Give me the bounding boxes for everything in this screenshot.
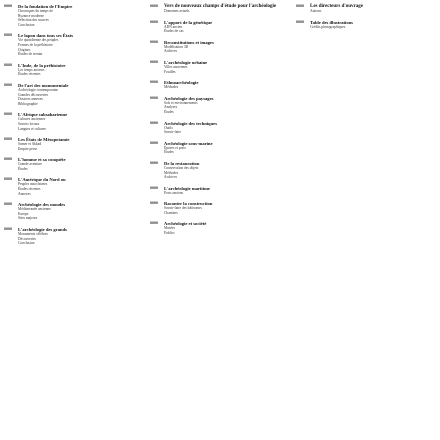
toc-entry-title: Archéologie des mondes	[18, 202, 66, 208]
toc-page-number: 0000	[4, 157, 12, 162]
toc-entry-title: De la restauration	[164, 160, 200, 166]
toc-subentry: Cultures anciennes	[18, 117, 46, 122]
toc-page-number: 0000	[4, 227, 12, 232]
toc-entry[interactable]	[4, 63, 150, 77]
toc-subentry: Méthodes	[164, 85, 179, 90]
toc-subentry: Savoir-faire des bâtisseurs	[164, 206, 202, 211]
toc-page-number: 0000	[150, 160, 158, 165]
toc-subentry: Villes anciennes	[164, 64, 188, 69]
toc-entry[interactable]	[296, 4, 436, 14]
toc-entry-body	[164, 60, 296, 74]
toc-entry-title: Table des illustrations	[310, 19, 353, 25]
toc-column-2	[150, 4, 296, 242]
toc-entry[interactable]	[4, 83, 150, 106]
toc-entry[interactable]	[296, 20, 436, 30]
toc-entry[interactable]	[150, 141, 296, 155]
toc-entry[interactable]	[150, 161, 296, 180]
toc-entry[interactable]	[150, 201, 296, 215]
toc-entry-body	[164, 121, 296, 135]
toc-page-number: 0000	[150, 221, 158, 226]
toc-entry-title: L'Afrique subsaharienne	[18, 112, 68, 118]
toc-entry-title: L'archéologie urbaine	[164, 59, 208, 65]
toc-column-3	[296, 4, 436, 35]
toc-page-number: 0000	[4, 62, 12, 67]
toc-entry[interactable]	[150, 80, 296, 90]
toc-entry[interactable]	[150, 4, 296, 14]
toc-entry-title: Raconter la construction	[164, 201, 213, 207]
toc-subentry: Méthodes	[164, 170, 179, 175]
toc-entry-body	[164, 96, 296, 115]
toc-subentry: Études récentes	[18, 187, 41, 192]
toc-subentry: Archives	[164, 175, 177, 180]
toc-entry-body	[164, 221, 296, 235]
toc-entry[interactable]	[4, 227, 150, 246]
toc-entry[interactable]	[4, 177, 150, 196]
toc-subentry: ADN ancien	[164, 24, 183, 29]
toc-entry-body	[18, 177, 150, 196]
toc-subentry: Archives	[164, 49, 177, 54]
toc-subentry: Auteurs	[310, 9, 322, 13]
toc-subentry: Découvertes	[18, 236, 36, 241]
toc-subentry: Langues et cultures	[18, 126, 46, 131]
toc-subentry: Empire perse	[18, 146, 38, 151]
toc-subentry: Europe	[18, 211, 29, 216]
toc-entry-body	[164, 20, 296, 34]
toc-entry-body	[18, 227, 150, 246]
toc-page-number: 0000	[150, 95, 158, 100]
toc-subentry: Vie quotidienne des peuples	[18, 38, 59, 43]
toc-subentry: Études	[18, 166, 28, 171]
toc-entry-title: Vers de nouveaux champs d'étude pour l'archéologie	[164, 4, 277, 9]
toc-subentry: Outils	[164, 125, 173, 130]
toc-page-number: 0000	[150, 4, 158, 8]
toc-entry-title: Les États de Mésopotamie	[18, 137, 70, 143]
toc-entry-body	[18, 157, 150, 171]
toc-entry-title: L'Inde, de la préhistoire	[18, 62, 66, 68]
toc-entry[interactable]	[150, 186, 296, 196]
toc-subentry: Crédits photographiques	[310, 24, 346, 29]
toc-subentry: Domaines actuels	[164, 9, 190, 13]
toc-subentry: Savoirs locaux	[18, 121, 40, 126]
toc-subentry: Dossiers annexes	[18, 97, 43, 102]
toc-subentry: Musées	[164, 226, 175, 231]
toc-entry-title: Archéologie des techniques	[164, 120, 217, 126]
toc-subentry: Archéologie contemporaine	[18, 87, 59, 92]
toc-subentry: Chroniques du temps de	[18, 9, 53, 13]
toc-subentry: Épaves et ports	[164, 145, 186, 150]
toc-entry-body	[18, 202, 150, 221]
toc-subentry: Ports anciens	[164, 190, 184, 195]
toc-entry-title: Le lapon dans tous ses États	[18, 33, 74, 39]
toc-entry-body	[164, 186, 296, 196]
toc-page-number: 0000	[4, 112, 12, 117]
toc-subentry: Bibliographie	[18, 101, 38, 106]
toc-entry[interactable]	[150, 96, 296, 115]
toc-entry-title: Archéologie et société	[164, 221, 207, 227]
toc-entry-title: Les directeurs d'ouvrage	[310, 4, 363, 9]
toc-subentry: Études	[164, 150, 174, 155]
toc-subentry: Études récentes	[18, 72, 41, 77]
toc-entry[interactable]	[150, 221, 296, 235]
toc-entry-body	[310, 4, 436, 14]
toc-subentry: Analyses	[164, 105, 178, 110]
toc-page-number: 0000	[150, 80, 158, 85]
toc-entry-body	[18, 4, 150, 27]
toc-subentry: Formes de la préhistoire	[18, 42, 53, 47]
toc-page-number: 0000	[296, 19, 304, 24]
toc-entry-body	[164, 141, 296, 155]
toc-subentry: Sols et environnements	[164, 100, 198, 105]
toc-page-number: 0000	[150, 201, 158, 206]
toc-page-number: 0000	[4, 4, 12, 8]
toc-page-number: 0000	[150, 120, 158, 125]
toc-entry-title: L'apport de la génétique	[164, 19, 213, 25]
toc-entry[interactable]	[4, 157, 150, 171]
toc-subentry: Conclusion	[18, 241, 35, 246]
toc-page-number: 0000	[4, 202, 12, 207]
toc-entry-title: Reconstitutions et images	[164, 39, 214, 45]
toc-subentry: Savoir-faire	[164, 130, 182, 135]
toc-entry-title: De l'art des monumentale	[18, 82, 69, 88]
toc-entry-body	[310, 20, 436, 30]
toc-entry-title: L'homme et sa conquête	[18, 157, 66, 163]
toc-subentry: Sumer et Akkad	[18, 142, 42, 147]
toc-subentry: Grande aventure	[18, 162, 42, 167]
toc-entry-title: Ethnoarchéologie	[164, 80, 199, 86]
toc-page-number: 0000	[4, 137, 12, 142]
toc-entry[interactable]	[150, 60, 296, 74]
toc-entry-body	[164, 40, 296, 54]
toc-entry[interactable]	[4, 4, 150, 27]
toc-subentry: Modélisation 3D	[164, 44, 189, 49]
toc-entry-title: L'Amérique du Nord ou	[18, 177, 66, 183]
toc-entry-body	[18, 83, 150, 106]
toc-page-number: 0000	[150, 19, 158, 24]
toc-subentry: Chantiers	[164, 210, 178, 215]
toc-subentry: Fouilles	[164, 69, 176, 74]
toc-subentry: Études	[164, 109, 174, 114]
toc-entry-title: Archéologie sous-marine	[164, 140, 213, 146]
toc-entry-body	[164, 201, 296, 215]
toc-subentry: Sites majeurs	[18, 216, 38, 221]
toc-entry[interactable]	[4, 112, 150, 131]
toc-entry[interactable]	[150, 121, 296, 135]
toc-entry[interactable]	[4, 33, 150, 56]
toc-entry-body	[164, 4, 296, 14]
toc-entry-title: L'archéologie maritime	[164, 185, 210, 191]
toc-subentry: Peuples autochtones	[18, 182, 48, 187]
toc-entry[interactable]	[150, 20, 296, 34]
toc-page-number: 0000	[4, 177, 12, 182]
toc-subentry: Publics	[164, 231, 175, 236]
toc-entry-title: Archéologie des paysages	[164, 95, 214, 101]
toc-entry[interactable]	[4, 137, 150, 151]
toc-subentry: Grandes découvertes	[18, 92, 49, 97]
toc-subentry: Monuments célèbres	[18, 232, 48, 237]
toc-page-number: 0000	[4, 33, 12, 38]
toc-page-number: 0000	[150, 140, 158, 145]
toc-subentry: Conclusion	[18, 22, 35, 27]
toc-subentry: Études de terrain	[18, 52, 43, 57]
toc-entry-body	[18, 63, 150, 77]
toc-entry[interactable]	[4, 202, 150, 221]
toc-page-number: 0000	[150, 185, 158, 190]
toc-subentry: Byzance moderne	[18, 13, 44, 18]
toc-page-number: 0000	[150, 39, 158, 44]
toc-subentry: Conservation des objets	[164, 165, 199, 170]
toc-subentry: Méditerranée ancienne	[18, 207, 51, 212]
toc-entry[interactable]	[150, 40, 296, 54]
toc-entry-body	[18, 112, 150, 131]
toc-entry-title: L'archéologie des grands	[18, 227, 67, 233]
toc-subentry: Études de cas	[164, 29, 184, 34]
toc-page-number: 0000	[296, 4, 304, 8]
toc-entry-body	[164, 161, 296, 180]
toc-subentry: Origines	[18, 47, 31, 52]
toc-subentry: Sélection des sources	[18, 18, 49, 23]
toc-subentry: Annexes	[18, 191, 31, 196]
toc-page-number: 0000	[4, 82, 12, 87]
toc-entry-body	[18, 33, 150, 56]
toc-entry-title: De la fondation de l'Empire	[18, 4, 73, 9]
toc-entry-body	[164, 80, 296, 90]
toc-page-number: 0000	[150, 59, 158, 64]
toc-entry-body	[18, 137, 150, 151]
toc-subentry: Les temps anciens	[18, 67, 45, 72]
toc-column-1	[4, 4, 150, 252]
